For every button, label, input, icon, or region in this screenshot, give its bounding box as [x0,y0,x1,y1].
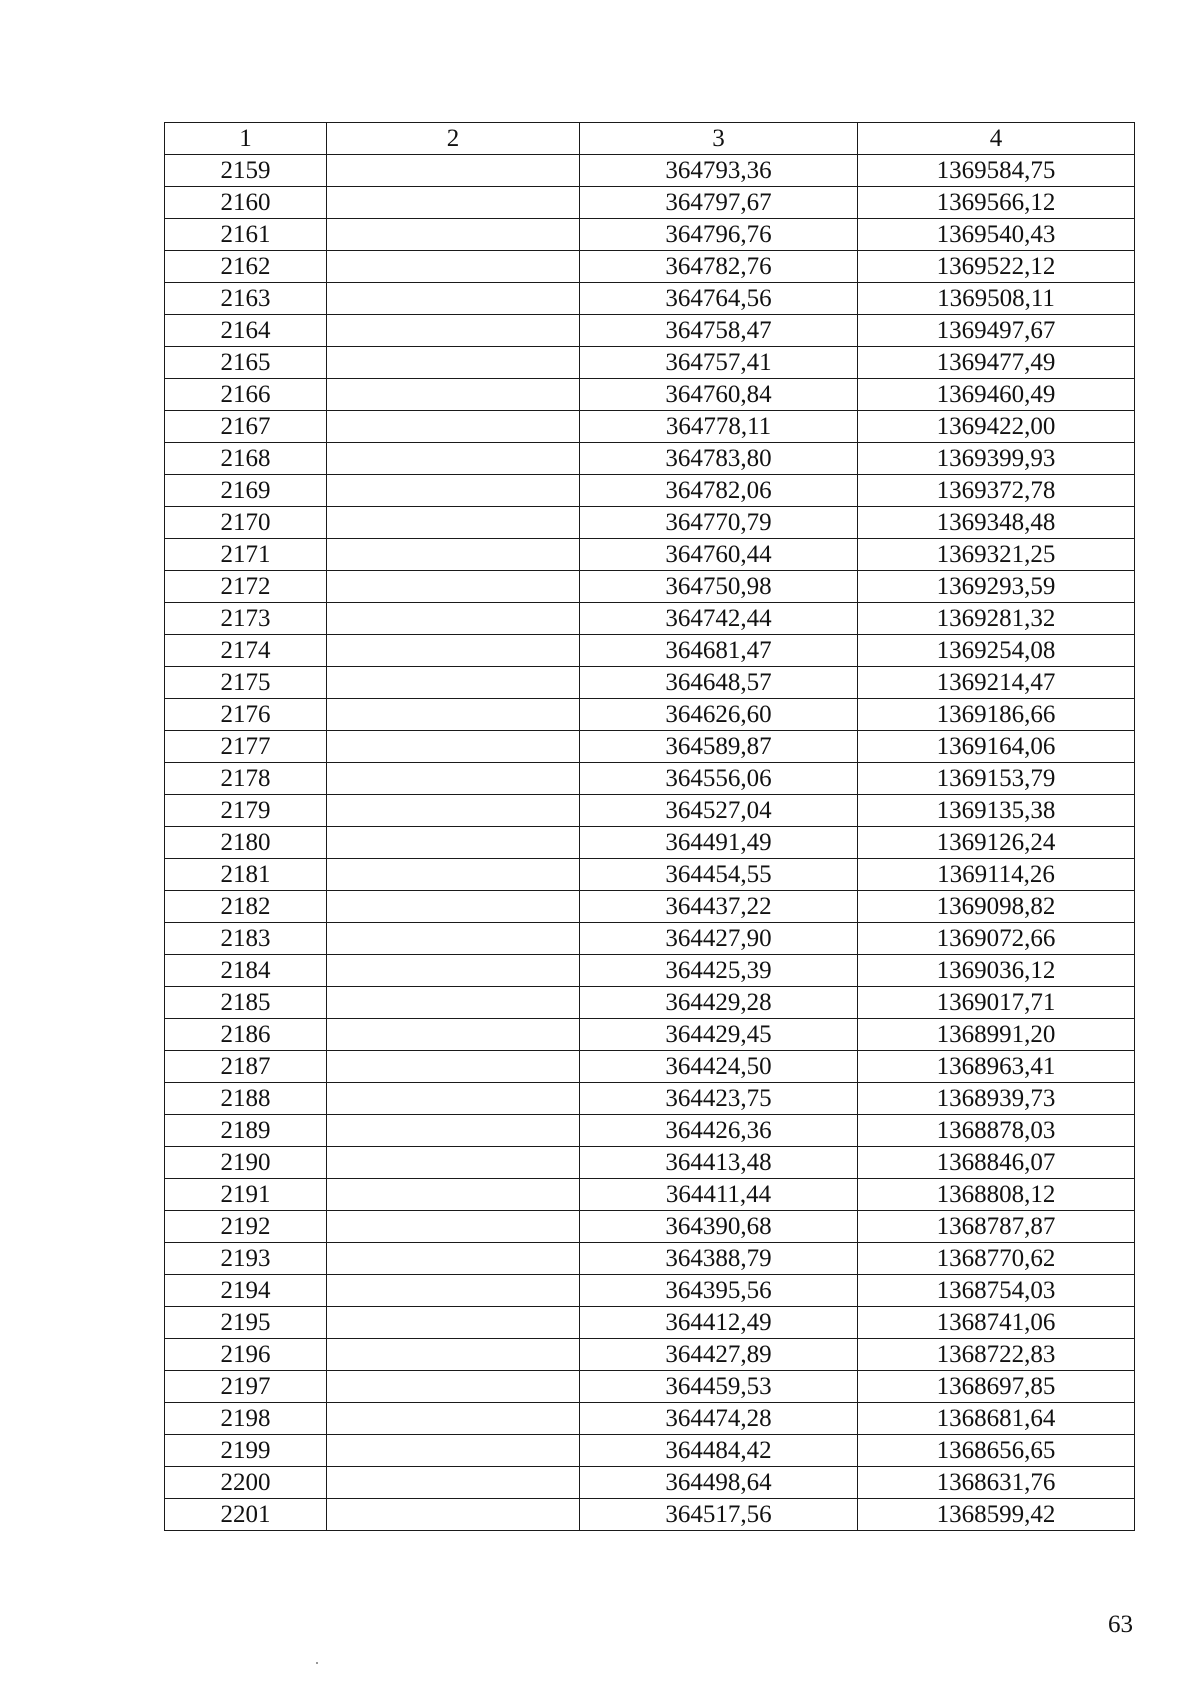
table-row [165,283,1135,315]
table-cell [327,1339,580,1371]
table-cell: 1368939,73 [858,1083,1135,1115]
table-cell: 1369126,24 [858,827,1135,859]
page-number: 63 [1108,1611,1133,1638]
table-cell: 2189 [165,1115,327,1147]
table-row [165,859,1135,891]
table-row [165,795,1135,827]
table-cell: 364474,28 [580,1403,858,1435]
table-cell: 1369017,71 [858,987,1135,1019]
table-cell: 2188 [165,1083,327,1115]
table-cell: 364681,47 [580,635,858,667]
table-cell: 1369164,06 [858,731,1135,763]
table-cell: 1369281,32 [858,603,1135,635]
table-cell: 364395,56 [580,1275,858,1307]
table-cell: 2183 [165,923,327,955]
table-cell: 364742,44 [580,603,858,635]
table-cell: 2171 [165,539,327,571]
table-cell: 2169 [165,475,327,507]
table-cell [327,1467,580,1499]
table-cell [327,699,580,731]
table-cell [327,891,580,923]
table-row [165,1051,1135,1083]
table-row [165,891,1135,923]
table-row [165,699,1135,731]
table-cell: 2162 [165,251,327,283]
table-row [165,1243,1135,1275]
coordinates-table [164,122,1135,1531]
table-cell [327,667,580,699]
table-row [165,827,1135,859]
table-cell: 2178 [165,763,327,795]
table-cell [327,795,580,827]
table-cell [327,411,580,443]
table-cell: 2182 [165,891,327,923]
table-cell [327,1147,580,1179]
table-cell: 1369584,75 [858,155,1135,187]
table-cell: 2170 [165,507,327,539]
table-cell [327,443,580,475]
table-cell: 364782,06 [580,475,858,507]
table-cell: 2195 [165,1307,327,1339]
table-cell [327,1083,580,1115]
table-row [165,251,1135,283]
table-cell: 364770,79 [580,507,858,539]
table-cell: 364778,11 [580,411,858,443]
table-cell [327,603,580,635]
table-cell [327,987,580,1019]
table-cell: 364411,44 [580,1179,858,1211]
table-row [165,1499,1135,1531]
table-cell [327,475,580,507]
table-row [165,1307,1135,1339]
table-cell [327,507,580,539]
table-cell [327,219,580,251]
table-row [165,1467,1135,1499]
table-cell [327,571,580,603]
table-cell: 1369293,59 [858,571,1135,603]
table-cell: 2177 [165,731,327,763]
table-cell: 2173 [165,603,327,635]
table-cell: 2186 [165,1019,327,1051]
table-cell: 2172 [165,571,327,603]
table-row [165,1339,1135,1371]
column-header: 3 [580,123,858,155]
table-cell: 364764,56 [580,283,858,315]
table-cell: 364491,49 [580,827,858,859]
table-row [165,667,1135,699]
table-cell: 1368722,83 [858,1339,1135,1371]
table-cell: 364750,98 [580,571,858,603]
table-cell [327,827,580,859]
table-cell [327,1307,580,1339]
table-cell [327,763,580,795]
table-cell: 2193 [165,1243,327,1275]
table-row [165,1275,1135,1307]
table-cell: 2190 [165,1147,327,1179]
table-cell: 364796,76 [580,219,858,251]
table-cell: 1368754,03 [858,1275,1135,1307]
table-cell: 364424,50 [580,1051,858,1083]
table-cell: 364423,75 [580,1083,858,1115]
table-cell: 364427,89 [580,1339,858,1371]
table-cell: 364427,90 [580,923,858,955]
table-row [165,443,1135,475]
table-cell: 364388,79 [580,1243,858,1275]
table-row [165,315,1135,347]
table-cell: 2185 [165,987,327,1019]
table-cell [327,283,580,315]
table-cell: 1369522,12 [858,251,1135,283]
table-row [165,1083,1135,1115]
table-cell [327,1275,580,1307]
table-cell: 364459,53 [580,1371,858,1403]
table-cell [327,1435,580,1467]
table-cell: 2196 [165,1339,327,1371]
column-header: 4 [858,123,1135,155]
table-cell: 364429,45 [580,1019,858,1051]
table-cell: 1368808,12 [858,1179,1135,1211]
table-cell: 2192 [165,1211,327,1243]
table-row [165,1179,1135,1211]
table-cell: 2200 [165,1467,327,1499]
table-cell [327,539,580,571]
table-cell: 364783,80 [580,443,858,475]
table-cell: 1368846,07 [858,1147,1135,1179]
table-cell [327,1051,580,1083]
table-cell [327,1115,580,1147]
table-row [165,1211,1135,1243]
table-cell [327,1499,580,1531]
table-cell: 1369460,49 [858,379,1135,411]
table-row [165,955,1135,987]
table-cell: 1369186,66 [858,699,1135,731]
table-cell: 1368991,20 [858,1019,1135,1051]
table-cell: 2163 [165,283,327,315]
column-header: 2 [327,123,580,155]
table-cell: 364426,36 [580,1115,858,1147]
table-cell: 1369348,48 [858,507,1135,539]
table-cell: 1369254,08 [858,635,1135,667]
table-cell: 2191 [165,1179,327,1211]
table-row [165,1147,1135,1179]
table-cell: 2180 [165,827,327,859]
table-cell: 364429,28 [580,987,858,1019]
table-cell: 2160 [165,187,327,219]
table-row [165,155,1135,187]
table-cell: 1369114,26 [858,859,1135,891]
table-cell: 364425,39 [580,955,858,987]
table-cell: 1368963,41 [858,1051,1135,1083]
table-cell: 1368770,62 [858,1243,1135,1275]
table-cell: 364527,04 [580,795,858,827]
table-cell: 364517,56 [580,1499,858,1531]
table-cell: 2179 [165,795,327,827]
table-cell: 364797,67 [580,187,858,219]
table-cell: 2201 [165,1499,327,1531]
table-cell: 1369477,49 [858,347,1135,379]
table-cell: 1369497,67 [858,315,1135,347]
table-row [165,1371,1135,1403]
table-cell: 1369399,93 [858,443,1135,475]
table-cell: 364412,49 [580,1307,858,1339]
table-cell: 2165 [165,347,327,379]
table-cell [327,955,580,987]
table-cell [327,923,580,955]
table-cell: 364757,41 [580,347,858,379]
table-cell [327,379,580,411]
table-cell: 364413,48 [580,1147,858,1179]
table-cell [327,731,580,763]
scan-speck [316,1662,318,1664]
table-row [165,923,1135,955]
table-cell: 2168 [165,443,327,475]
table-row [165,379,1135,411]
table-cell: 364648,57 [580,667,858,699]
table-cell: 364454,55 [580,859,858,891]
table-row [165,571,1135,603]
table-cell: 364498,64 [580,1467,858,1499]
table-cell: 364782,76 [580,251,858,283]
table-cell: 1368787,87 [858,1211,1135,1243]
table-cell: 1368599,42 [858,1499,1135,1531]
table-cell: 2175 [165,667,327,699]
table-cell: 364390,68 [580,1211,858,1243]
table-cell: 1369072,66 [858,923,1135,955]
table-row [165,1115,1135,1147]
table-cell: 2164 [165,315,327,347]
table-cell [327,635,580,667]
table-row [165,475,1135,507]
table-cell: 2194 [165,1275,327,1307]
table-cell [327,315,580,347]
table-row [165,987,1135,1019]
table-cell: 1369508,11 [858,283,1135,315]
table-cell: 2176 [165,699,327,731]
table-cell [327,1019,580,1051]
table-cell: 1369036,12 [858,955,1135,987]
table-row [165,411,1135,443]
table-row [165,1435,1135,1467]
table-cell: 2167 [165,411,327,443]
table-cell: 1369135,38 [858,795,1135,827]
table-cell [327,155,580,187]
table-cell: 1369422,00 [858,411,1135,443]
table-row [165,347,1135,379]
table-cell: 1368681,64 [858,1403,1135,1435]
table-row [165,1019,1135,1051]
table-row [165,507,1135,539]
table-cell: 1368697,85 [858,1371,1135,1403]
table-cell: 364589,87 [580,731,858,763]
table-row [165,539,1135,571]
table-cell [327,251,580,283]
table-row [165,603,1135,635]
table-cell: 1369098,82 [858,891,1135,923]
table-cell: 1368878,03 [858,1115,1135,1147]
table-cell: 2174 [165,635,327,667]
table-row [165,731,1135,763]
table-row [165,219,1135,251]
table-cell: 2161 [165,219,327,251]
table-cell: 364556,06 [580,763,858,795]
table-cell: 1368656,65 [858,1435,1135,1467]
table-cell [327,187,580,219]
table-cell: 364484,42 [580,1435,858,1467]
table-cell: 2187 [165,1051,327,1083]
table-cell: 2166 [165,379,327,411]
table-header-row [165,123,1135,155]
table-row [165,187,1135,219]
table-cell [327,859,580,891]
table-cell: 1369321,25 [858,539,1135,571]
table-cell: 364437,22 [580,891,858,923]
table-cell [327,1211,580,1243]
table-row [165,635,1135,667]
table-cell: 1369566,12 [858,187,1135,219]
table-cell: 2159 [165,155,327,187]
table-cell [327,1371,580,1403]
table-cell: 1369153,79 [858,763,1135,795]
table-cell: 364760,84 [580,379,858,411]
table-cell [327,1403,580,1435]
table-cell: 1369540,43 [858,219,1135,251]
table-cell: 1368631,76 [858,1467,1135,1499]
table-cell: 364793,36 [580,155,858,187]
table-cell: 1369372,78 [858,475,1135,507]
table-row [165,763,1135,795]
table-cell: 364758,47 [580,315,858,347]
table-cell: 2198 [165,1403,327,1435]
table-cell: 1368741,06 [858,1307,1135,1339]
table-cell: 2184 [165,955,327,987]
table-cell [327,347,580,379]
table-cell [327,1243,580,1275]
table-cell: 2199 [165,1435,327,1467]
table-cell: 364760,44 [580,539,858,571]
table-body [165,155,1135,1531]
table-cell: 2181 [165,859,327,891]
table-cell: 364626,60 [580,699,858,731]
table-row [165,1403,1135,1435]
table-cell: 2197 [165,1371,327,1403]
table-cell [327,1179,580,1211]
table-cell: 1369214,47 [858,667,1135,699]
column-header: 1 [165,123,327,155]
